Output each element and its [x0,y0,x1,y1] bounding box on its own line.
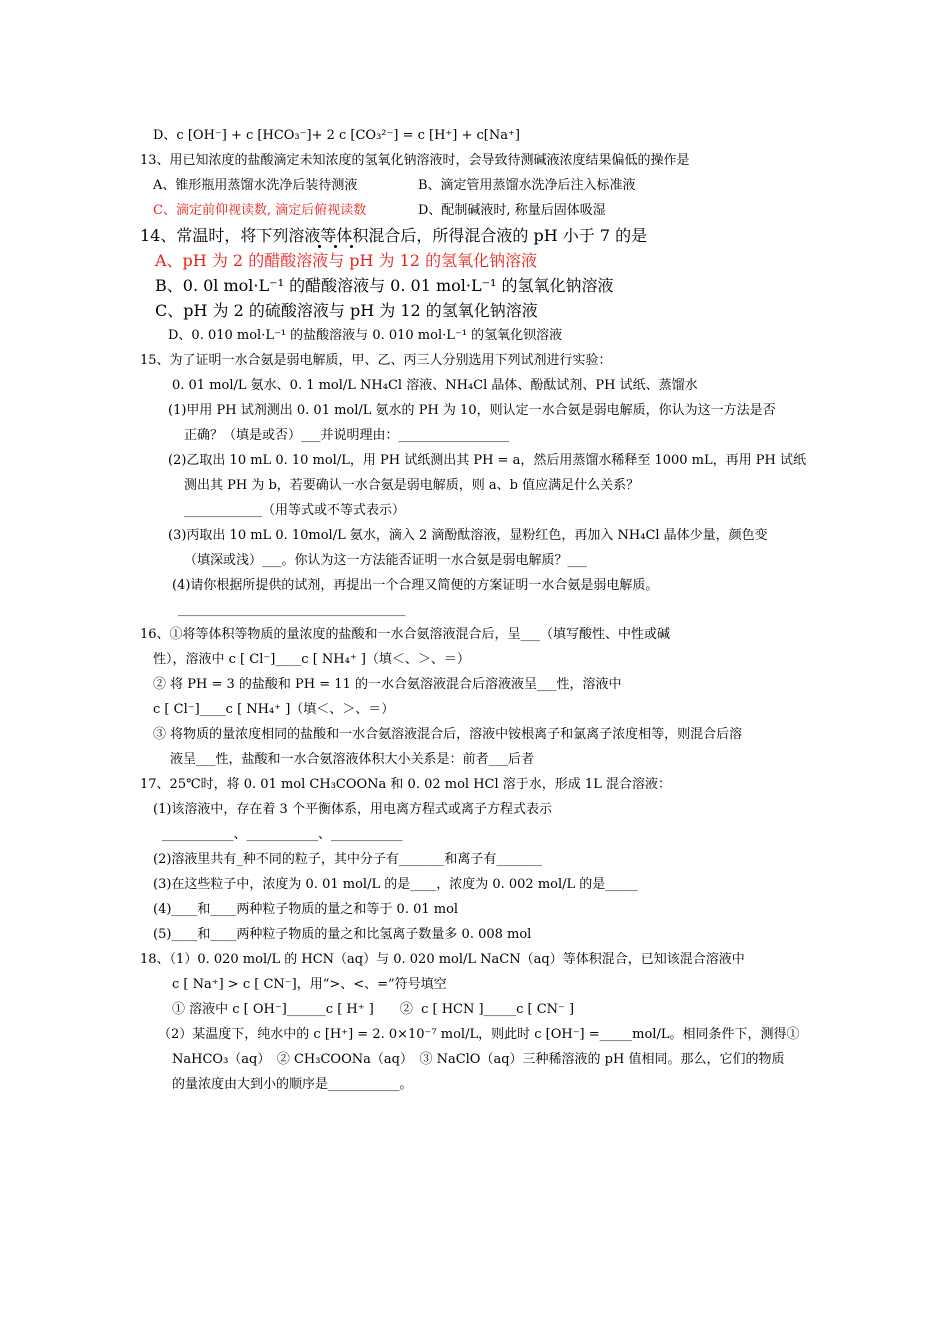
q18-part1: 18、（1）0. 020 mol/L 的 HCN（aq）与 0. 020 mol/L NaCN（aq）等体积混合，已知该混合溶液中 [140,952,745,967]
q15-reagents: 0. 01 mol/L 氨水、0. 1 mol/L NH₄Cl 溶液、NH₄Cl 晶体、酚酞试剂、PH 试纸、蒸馏水 [172,378,698,393]
emphasis-dot [350,245,353,248]
q14-option-a-answer: A、pH 为 2 的醋酸溶液与 pH 为 12 的氢氧化钠溶液 [155,251,538,270]
q13-option-a: A、锥形瓶用蒸馏水洗净后装待测液 [153,178,358,193]
q13-stem: 13、用已知浓度的盐酸滴定未知浓度的氢氧化钠溶液时，会导致待测碱液浓度结果偏低的操作是 [140,153,690,168]
q18-part1-cont: c [ Na⁺] > c [ CN⁻]，用“>、<、=”符号填空 [172,977,447,992]
q18-part2-end: 的量浓度由大到小的顺序是___________。 [172,1077,413,1092]
q17-part1-blanks: ___________、___________、___________ [162,827,403,842]
q14-option-b: B、0. 0l mol·L⁻¹ 的醋酸溶液与 0. 01 mol·L⁻¹ 的氢氧化钠溶液 [155,276,614,295]
q16-part2: ② 将 PH = 3 的盐酸和 PH = 11 的一水合氨溶液混合后溶液液呈___性，溶液中 [153,677,622,692]
q15-part1-cont: 正确？（填是或否）___并说明理由：_________________ [184,428,510,443]
q17-part5: (5)____和____两种粒子物质的量之和比氢离子数量多 0. 008 mol [153,927,532,942]
q12-option-d: D、c [OH⁻] + c [HCO₃⁻]+ 2 c [CO₃²⁻] = c [H⁺] + c[Na⁺] [153,128,520,143]
q17-part2: (2)溶液里共有_种不同的粒子，其中分子有_______和离子有_______ [153,852,542,867]
q18-part2: （2）某温度下，纯水中的 c [H⁺] = 2. 0×10⁻⁷ mol/L，则此时 c [OH⁻] =_____mol/L。相同条件下，测得① [158,1027,800,1042]
q14-stem: 14、常温时，将下列溶液等体积混合后，所得混合液的 pH 小于 7 的是 [140,226,648,245]
q15-part4: (4)请你根据所提供的试剂，再提出一个合理又简便的方案证明一水合氨是弱电解质。 [172,578,659,593]
q13-option-c-answer: C、滴定前仰视读数, 滴定后俯视读数 [153,203,367,218]
q16-part3-cont: 液呈___性，盐酸和一水合氨溶液体积大小关系是：前者___后者 [170,752,535,767]
q18-part1-blanks: ① 溶液中 c [ OH⁻]______c [ H⁺ ] ② c [ HCN ]_____c [ CN⁻ ] [172,1002,575,1017]
q15-stem: 15、为了证明一水合氨是弱电解质，甲、乙、丙三人分别选用下列试剂进行实验： [140,353,612,368]
q13-option-d: D、配制碱液时, 称量后固体吸湿 [418,203,606,218]
q15-part3: (3)丙取出 10 mL 0. 10mol/L 氨水，滴入 2 滴酚酞溶液，显粉红色，再加入 NH₄Cl 晶体少量，颜色变 [168,528,768,543]
q15-part2: (2)乙取出 10 mL 0. 10 mol/L，用 PH 试纸测出其 PH = a，然后用蒸馏水稀释至 1000 mL，再用 PH 试纸 [168,453,806,468]
q15-part2-blank: ____________（用等式或不等式表示） [184,503,406,518]
q14-option-d: D、0. 010 mol·L⁻¹ 的盐酸溶液与 0. 010 mol·L⁻¹ 的氢氧化钡溶液 [168,328,563,343]
q15-part3-cont: （填深或浅）___。你认为这一方法能否证明一水合氨是弱电解质？___ [184,553,588,568]
q18-part2-cont: NaHCO₃（aq） ② CH₃COONa（aq） ③ NaClO（aq）三种稀溶液的 pH 值相同。那么，它们的物质 [172,1052,785,1067]
emphasis-dot [318,245,321,248]
q17-stem: 17、25℃时，将 0. 01 mol CH₃COONa 和 0. 02 mol HCl 溶于水，形成 1L 混合溶液： [140,777,671,792]
q16-part2-cont: c [ Cl⁻]____c [ NH₄⁺ ]（填＜、＞、＝） [153,702,395,717]
q17-part3: (3)在这些粒子中，浓度为 0. 01 mol/L 的是____，浓度为 0. 002 mol/L 的是_____ [153,877,638,892]
q16-part3: ③ 将物质的量浓度相同的盐酸和一水合氨溶液混合后，溶液中铵根离子和氯离子浓度相等，则混合后溶 [153,727,743,742]
q14-option-c: C、pH 为 2 的硫酸溶液与 pH 为 12 的氢氧化钠溶液 [155,301,538,320]
q15-part1: (1)甲用 PH 试剂测出 0. 01 mol/L 氨水的 PH 为 10，则认定一水合氨是弱电解质，你认为这一方法是否 [168,403,776,418]
q13-option-b: B、滴定管用蒸馏水洗净后注入标准液 [418,178,636,193]
q15-part2-cont: 测出其 PH 为 b，若要确认一水合氨是弱电解质，则 a、b 值应满足什么关系？ [184,478,640,493]
q16-part1: 16、①将等体积等物质的量浓度的盐酸和一水合氨溶液混合后，呈___（填写酸性、中性或碱 [140,627,671,642]
q15-part4-blank: ___________________________________ [178,602,406,617]
q16-part1-cont: 性），溶液中 c [ Cl⁻]____c [ NH₄⁺ ]（填＜、＞、＝） [153,652,470,667]
emphasis-dot [334,245,337,248]
q17-part1: (1)该溶液中，存在着 3 个平衡体系，用电离方程式或离子方程式表示 [153,802,552,817]
q17-part4: (4)____和____两种粒子物质的量之和等于 0. 01 mol [153,902,459,917]
